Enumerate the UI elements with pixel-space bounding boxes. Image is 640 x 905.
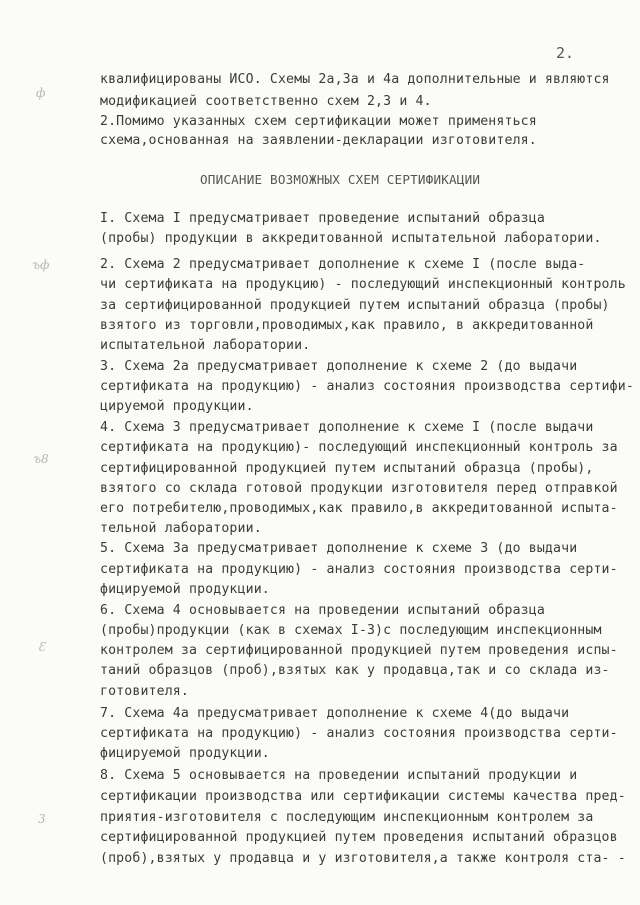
text-line: (проб),взятых у продавца и у изготовителя,а также контроля ста- - xyxy=(100,851,626,866)
text-line: (пробы) продукции в аккредитованной испытательной лаборатории. xyxy=(100,231,602,246)
text-line: 6. Схема 4 основывается на проведении испытаний образца xyxy=(100,603,545,618)
text-line: таний образцов (проб),взятых как у продавца,так и со склада из- xyxy=(100,663,610,678)
margin-mark: ф xyxy=(36,86,46,100)
page-number: 2. xyxy=(556,44,575,62)
text-line: цируемой продукции. xyxy=(100,399,254,414)
text-line: модификацией соответственно схем 2,3 и 4. xyxy=(100,94,432,109)
text-line: сертификации производства или сертификации системы качества пред- xyxy=(100,789,626,804)
text-line: его потребителю,проводимых,как правило,в аккредитованной испыта- xyxy=(100,501,618,516)
text-line: 5. Схема 3а предусматривает дополнение к схеме 3 (до выдачи xyxy=(100,541,578,556)
margin-mark: Ɛ xyxy=(38,640,46,654)
margin-mark: ъф xyxy=(32,258,50,272)
text-line: квалифицированы ИСО. Схемы 2а,3а и 4а дополнительные и являются xyxy=(100,72,610,87)
text-line: за сертифицированной продукцией путем испытаний образца (пробы) xyxy=(100,298,610,313)
text-line: 4. Схема 3 предусматривает дополнение к схеме I (после выдачи xyxy=(100,420,594,435)
text-line: сертификата на продукцию)- последующий инспекционный контроль за xyxy=(100,440,618,455)
text-line: чи сертификата на продукцию) - последующий инспекционный контроль xyxy=(100,277,626,292)
section-title: ОПИСАНИЕ ВОЗМОЖНЫХ СХЕМ СЕРТИФИКАЦИИ xyxy=(200,172,481,187)
text-line: приятия-изготовителя с последующим инспекционным контролем за xyxy=(100,810,594,825)
text-line: 2.Помимо указанных схем сертификации может применяться xyxy=(100,114,537,129)
text-line: тельной лаборатории. xyxy=(100,521,262,536)
text-line: контролем за сертифицированной продукцией путем проведения испы- xyxy=(100,643,618,658)
text-line: 3. Схема 2а предусматривает дополнение к схеме 2 (до выдачи xyxy=(100,359,578,374)
text-line: 7. Схема 4а предусматривает дополнение к схеме 4(до выдачи xyxy=(100,706,570,721)
text-line: сертифицированной продукцией путем испытаний образца (пробы), xyxy=(100,461,594,476)
text-line: сертифицированной продукцией путем проведения испытаний образцов xyxy=(100,830,618,845)
text-line: схема,основанная на заявлении-декларации изготовителя. xyxy=(100,133,537,148)
text-line: сертификата на продукцию) - анализ состояния производства серти- xyxy=(100,726,618,741)
text-line: испытательной лаборатории. xyxy=(100,338,311,353)
text-line: (пробы)продукции (как в схемах I-3)с последующим инспекционным xyxy=(100,623,602,638)
text-line: фицируемой продукции. xyxy=(100,746,270,761)
text-line: взятого из торговли,проводимых,как правило, в аккредитованной xyxy=(100,318,594,333)
text-line: I. Схема I предусматривает проведение испытаний образца xyxy=(100,211,545,226)
margin-mark: ъ8 xyxy=(33,452,49,466)
text-line: 2. Схема 2 предусматривает дополнение к схеме I (после выда- xyxy=(100,257,586,272)
text-line: фицируемой продукции. xyxy=(100,582,270,597)
text-line: сертификата на продукцию) - анализ состояния производства сертифи- xyxy=(100,379,634,394)
margin-mark: 3 xyxy=(38,812,46,826)
text-line: готовителя. xyxy=(100,684,189,699)
text-line: сертификата на продукцию) - анализ состояния производства серти- xyxy=(100,562,618,577)
text-line: 8. Схема 5 основывается на проведении испытаний продукции и xyxy=(100,768,578,783)
text-line: взятого со склада готовой продукции изготовителя перед отправкой xyxy=(100,481,618,496)
